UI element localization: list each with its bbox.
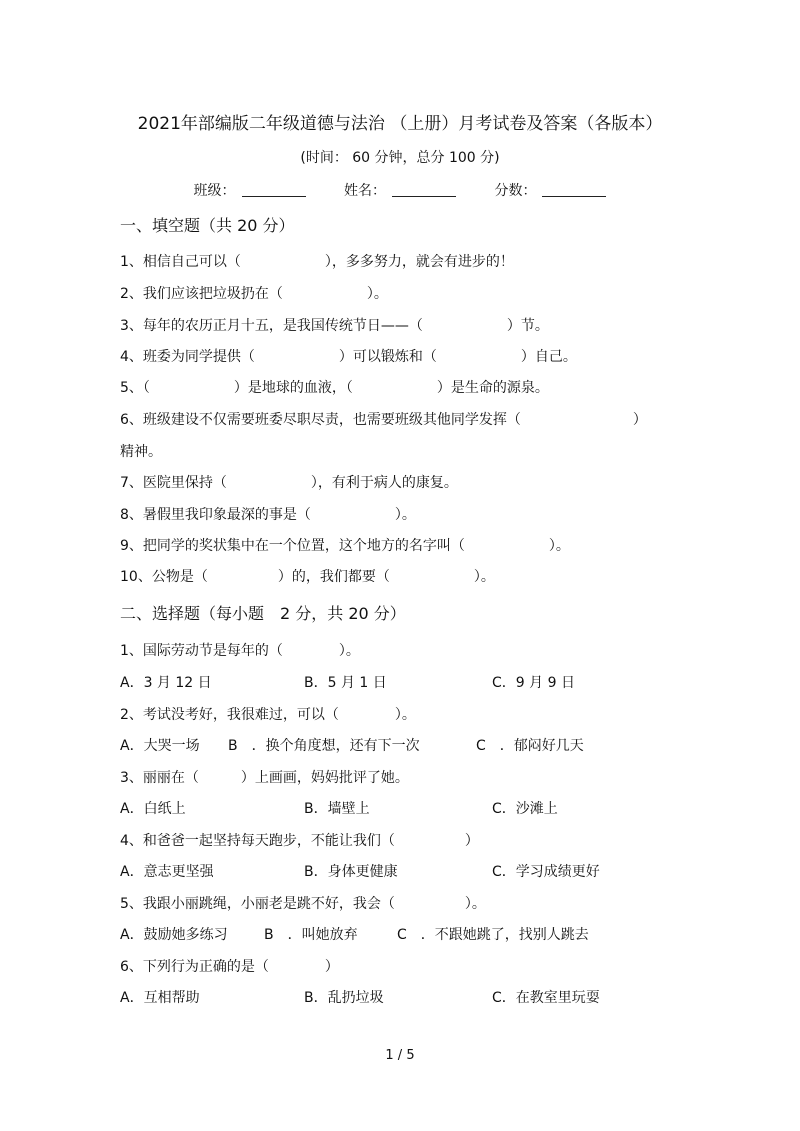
choice-question-stem: 3、丽丽在（ ）上画画，妈妈批评了她。: [120, 770, 409, 786]
class-blank[interactable]: [242, 182, 306, 197]
score-label: 分数：: [494, 183, 537, 199]
choice-option-c: C．沙滩上: [492, 801, 558, 817]
choice-option-c: C．学习成绩更好: [492, 864, 600, 880]
name-blank[interactable]: [392, 182, 456, 197]
fill-question: 2、我们应该把垃圾扔在（ ）。: [120, 286, 388, 302]
section-choice-title: 二、选择题（每小题 2 分，共 20 分）: [120, 604, 406, 623]
choice-option-a: A．互相帮助: [120, 990, 200, 1006]
fill-question: 5、（ ）是地球的血液，（ ）是生命的源泉。: [120, 380, 549, 396]
class-label: 班级：: [193, 183, 236, 199]
fill-question: 10、公物是（ ）的，我们都要（ ）。: [120, 569, 495, 585]
choice-option-b: B ．换个角度想，还有下一次: [228, 738, 420, 754]
choice-question-stem: 5、我跟小丽跳绳，小丽老是跳不好，我会（ ）。: [120, 896, 486, 912]
fill-question: 1、相信自己可以（ ），多多努力，就会有进步的！: [120, 254, 514, 270]
fill-question-continued: 精神。: [120, 444, 162, 460]
choice-question-stem: 6、下列行为正确的是（ ）: [120, 959, 339, 975]
choice-option-b: B ．叫她放弃: [264, 927, 358, 943]
choice-option-b: B．墙壁上: [304, 801, 370, 817]
fill-question: 4、班委为同学提供（ ）可以锻炼和（ ）自己。: [120, 349, 577, 365]
student-info-fields: [0, 180, 800, 200]
fill-question: 6、班级建设不仅需要班委尽职尽责，也需要班级其他同学发挥（ ）: [120, 412, 647, 428]
choice-option-a: A．大哭一场: [120, 738, 200, 754]
section-fill-blank-title: 一、填空题（共 20 分）: [120, 216, 295, 235]
choice-option-b: B．乱扔垃圾: [304, 990, 384, 1006]
choice-option-c: C．在教室里玩耍: [492, 990, 600, 1006]
fill-question: 3、每年的农历正月十五，是我国传统节日——（ ）节。: [120, 318, 549, 334]
choice-question-stem: 4、和爸爸一起坚持每天跑步，不能让我们（ ）: [120, 833, 479, 849]
choice-option-b: B．5 月 1 日: [304, 675, 387, 691]
choice-option-a: A．鼓励她多练习: [120, 927, 228, 943]
choice-question-stem: 1、国际劳动节是每年的（ ）。: [120, 643, 360, 659]
choice-option-c: C ．不跟她跳了，找别人跳去: [397, 927, 589, 943]
fill-question: 9、把同学的奖状集中在一个位置，这个地方的名字叫（ ）。: [120, 538, 570, 554]
page-number: 1 / 5: [385, 1048, 415, 1063]
choice-option-b: B．身体更健康: [304, 864, 398, 880]
fill-question: 7、医院里保持（ ），有利于病人的康复。: [120, 475, 458, 491]
choice-option-a: A．白纸上: [120, 801, 186, 817]
choice-option-c: C．9 月 9 日: [492, 675, 575, 691]
score-blank[interactable]: [542, 182, 606, 197]
choice-option-a: A．3 月 12 日: [120, 675, 212, 691]
choice-option-c: C ．郁闷好几天: [476, 738, 584, 754]
fill-question: 8、暑假里我印象最深的事是（ ）。: [120, 507, 416, 523]
choice-question-stem: 2、考试没考好，我很难过，可以（ ）。: [120, 707, 416, 723]
choice-option-a: A．意志更坚强: [120, 864, 214, 880]
name-label: 姓名：: [344, 183, 386, 199]
page-title: 2021年部编版二年级道德与法治 （上册）月考试卷及答案（各版本）: [137, 114, 663, 134]
exam-info: (时间： 60 分钟，总分 100 分): [300, 150, 500, 166]
